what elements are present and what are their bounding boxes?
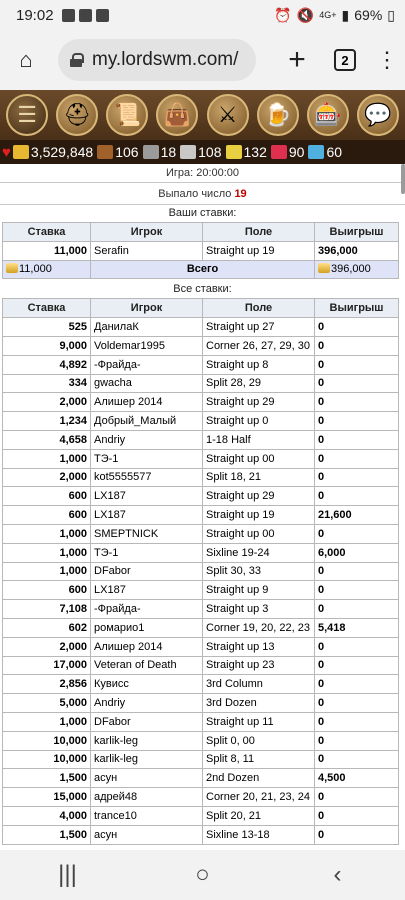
drop-result: [0, 183, 405, 205]
player-cell[interactable]: Serafin: [91, 241, 203, 260]
gold-icon: [13, 145, 29, 159]
table-row: [3, 788, 399, 807]
player-cell[interactable]: SMEPTNICK: [91, 524, 203, 543]
player-cell[interactable]: -Фрайда-: [91, 600, 203, 619]
roulette-results: [0, 164, 405, 850]
my-bets-title: Ваши ставки:: [168, 207, 237, 219]
table-row: [3, 336, 399, 355]
table-row: [3, 731, 399, 750]
win-cell: 0: [315, 318, 399, 337]
field-cell: 3rd Dozen: [203, 694, 315, 713]
win-cell: 0: [315, 487, 399, 506]
player-cell[interactable]: DFabor: [91, 562, 203, 581]
gems-icon: [308, 145, 324, 159]
android-nav-bar: [0, 850, 405, 900]
win-cell: 0: [315, 656, 399, 675]
knight-helmet-icon[interactable]: ⛑: [56, 94, 98, 136]
header-field: Поле: [203, 299, 315, 318]
stake-cell: 17,000: [3, 656, 91, 675]
win-cell: 0: [315, 355, 399, 374]
map-scroll-icon[interactable]: 📜: [106, 94, 148, 136]
battle-swords-icon[interactable]: ⚔: [207, 94, 249, 136]
table-row: [3, 374, 399, 393]
field-cell: Straight up 13: [203, 637, 315, 656]
player-cell[interactable]: асун: [91, 769, 203, 788]
win-cell: 5,418: [315, 618, 399, 637]
field-cell: Split 30, 33: [203, 562, 315, 581]
notification-icon: [96, 9, 109, 22]
stake-cell: 1,000: [3, 562, 91, 581]
table-row: [3, 562, 399, 581]
table-row: [3, 600, 399, 619]
stake-cell: 7,108: [3, 600, 91, 619]
player-cell[interactable]: -Фрайда-: [91, 355, 203, 374]
table-row: [3, 618, 399, 637]
alarm-icon: ⏰: [274, 6, 292, 23]
win-cell: 0: [315, 581, 399, 600]
sulfur-icon: [226, 145, 242, 159]
win-cell: 0: [315, 694, 399, 713]
player-cell[interactable]: ТЭ-1: [91, 449, 203, 468]
win-cell: 0: [315, 712, 399, 731]
total-label: Всего: [91, 260, 315, 279]
table-row: [3, 656, 399, 675]
player-cell[interactable]: Кувисс: [91, 675, 203, 694]
table-row: [3, 318, 399, 337]
drop-number: 19: [234, 188, 247, 200]
wood-resource: 106: [97, 144, 138, 160]
table-row: [3, 543, 399, 562]
field-cell: Straight up 0: [203, 412, 315, 431]
player-cell[interactable]: ромарио1: [91, 618, 203, 637]
battery-level: 69%: [354, 7, 383, 23]
player-cell[interactable]: Добрый_Малый: [91, 412, 203, 431]
stake-cell: 4,892: [3, 355, 91, 374]
mercury-icon: [180, 145, 196, 159]
resources-bar: [0, 140, 405, 164]
table-row: [3, 393, 399, 412]
header-player: Игрок: [91, 223, 203, 242]
field-cell: Straight up 19: [203, 241, 315, 260]
clock: 19:02: [16, 6, 54, 24]
field-cell: Straight up 23: [203, 656, 315, 675]
stake-cell: 334: [3, 374, 91, 393]
player-cell[interactable]: ТЭ-1: [91, 543, 203, 562]
player-cell[interactable]: trance10: [91, 806, 203, 825]
table-row: [3, 524, 399, 543]
win-cell: 0: [315, 731, 399, 750]
gems-resource: 60: [308, 144, 342, 160]
stake-cell: 1,000: [3, 543, 91, 562]
total-row: [3, 260, 399, 279]
field-cell: 3rd Column: [203, 675, 315, 694]
more-menu-icon[interactable]: ⋮: [376, 47, 398, 72]
home-icon[interactable]: ⌂: [19, 47, 33, 72]
player-cell[interactable]: LX187: [91, 506, 203, 525]
wood-icon: [97, 145, 113, 159]
win-cell: 0: [315, 374, 399, 393]
table-row: [3, 806, 399, 825]
player-cell[interactable]: Andriy: [91, 430, 203, 449]
field-cell: Straight up 19: [203, 506, 315, 525]
stake-cell: 2,000: [3, 637, 91, 656]
signal-icon: ▮: [341, 6, 350, 23]
field-cell: Split 28, 29: [203, 374, 315, 393]
table-row: [3, 712, 399, 731]
roulette-icon[interactable]: 🎰: [307, 94, 349, 136]
table-row: [3, 430, 399, 449]
table-row: [3, 769, 399, 788]
player-cell[interactable]: karlik-leg: [91, 731, 203, 750]
stake-cell: 4,658: [3, 430, 91, 449]
field-cell: Corner 20, 21, 23, 24: [203, 788, 315, 807]
ore-icon: [143, 145, 159, 159]
table-row: [3, 241, 399, 260]
player-cell[interactable]: асун: [91, 825, 203, 844]
win-cell: 0: [315, 336, 399, 355]
win-cell: 0: [315, 788, 399, 807]
total-stake-cell: 11,000: [3, 260, 91, 279]
table-row: [3, 825, 399, 844]
new-tab-icon[interactable]: +: [288, 43, 306, 76]
inventory-bag-icon[interactable]: 👜: [156, 94, 198, 136]
player-cell[interactable]: kot5555577: [91, 468, 203, 487]
all-bets-title: Все ставки:: [173, 283, 232, 296]
chat-bubble-icon[interactable]: 💬: [357, 94, 399, 136]
stake-cell: 11,000: [3, 241, 91, 260]
tavern-mug-icon[interactable]: 🍺: [257, 94, 299, 136]
field-cell: Straight up 29: [203, 393, 315, 412]
stake-cell: 600: [3, 581, 91, 600]
header-win: Выигрыш: [315, 223, 399, 242]
field-cell: Straight up 3: [203, 600, 315, 619]
win-cell: 0: [315, 449, 399, 468]
win-cell: 0: [315, 806, 399, 825]
win-cell: 0: [315, 430, 399, 449]
browser-toolbar: [0, 30, 405, 90]
stake-cell: 5,000: [3, 694, 91, 713]
field-cell: Split 8, 11: [203, 750, 315, 769]
all-bets-table: [2, 298, 399, 844]
field-cell: Sixline 13-18: [203, 825, 315, 844]
tab-switcher-button[interactable]: 2: [334, 49, 356, 71]
stake-cell: 1,000: [3, 524, 91, 543]
win-cell: 0: [315, 825, 399, 844]
field-cell: Straight up 8: [203, 355, 315, 374]
win-cell: 6,000: [315, 543, 399, 562]
field-cell: Sixline 19-24: [203, 543, 315, 562]
health-icon: ♥: [2, 143, 11, 161]
status-bar: [0, 0, 405, 30]
stake-cell: 9,000: [3, 336, 91, 355]
stake-cell: 4,000: [3, 806, 91, 825]
my-bets-table: [2, 222, 399, 279]
field-cell: Corner 26, 27, 29, 30: [203, 336, 315, 355]
notification-icon: [62, 9, 75, 22]
stake-cell: 2,000: [3, 393, 91, 412]
field-cell: Straight up 11: [203, 712, 315, 731]
home-button-icon[interactable]: ○: [195, 861, 210, 888]
notification-icon: [79, 9, 92, 22]
win-cell: 21,600: [315, 506, 399, 525]
field-cell: Split 20, 21: [203, 806, 315, 825]
mute-icon: 🔇: [296, 6, 315, 23]
win-cell: 4,500: [315, 769, 399, 788]
game-navigation: [0, 90, 405, 140]
field-cell: Straight up 00: [203, 449, 315, 468]
stake-cell: 525: [3, 318, 91, 337]
scrollbar[interactable]: [401, 164, 405, 194]
stake-cell: 1,500: [3, 769, 91, 788]
lock-icon: [70, 53, 82, 67]
crystals-icon: [271, 145, 287, 159]
stake-cell: 2,856: [3, 675, 91, 694]
win-cell: 0: [315, 562, 399, 581]
total-win-cell: 396,000: [315, 260, 399, 279]
win-cell: 0: [315, 393, 399, 412]
win-cell: 396,000: [315, 241, 399, 260]
url-text: my.lordswm.com/: [92, 49, 239, 70]
win-cell: 0: [315, 750, 399, 769]
all-bets-body: [3, 318, 399, 844]
recent-apps-icon[interactable]: |||: [58, 861, 77, 888]
field-cell: 2nd Dozen: [203, 769, 315, 788]
table-row: [3, 449, 399, 468]
table-row: [3, 468, 399, 487]
crystals-resource: 90: [271, 144, 305, 160]
sulfur-resource: 132: [226, 144, 267, 160]
header-player: Игрок: [91, 299, 203, 318]
win-cell: 0: [315, 637, 399, 656]
gold-icon: [6, 263, 18, 273]
address-bar[interactable]: [58, 39, 256, 81]
field-cell: Straight up 9: [203, 581, 315, 600]
win-cell: 0: [315, 675, 399, 694]
player-cell[interactable]: gwacha: [91, 374, 203, 393]
field-cell: Straight up 00: [203, 524, 315, 543]
player-cell[interactable]: ДанилаК: [91, 318, 203, 337]
stake-cell: 15,000: [3, 788, 91, 807]
field-cell: Split 0, 00: [203, 731, 315, 750]
win-cell: 0: [315, 524, 399, 543]
table-row: [3, 506, 399, 525]
network-type: 4G+: [319, 10, 337, 20]
field-cell: Split 18, 21: [203, 468, 315, 487]
notification-icons: [62, 9, 109, 22]
ore-resource: 18: [143, 144, 177, 160]
table-row: [3, 355, 399, 374]
field-cell: Straight up 29: [203, 487, 315, 506]
win-cell: 0: [315, 412, 399, 431]
player-cell[interactable]: Алишер 2014: [91, 393, 203, 412]
stake-cell: 600: [3, 506, 91, 525]
main-menu-icon[interactable]: ☰: [6, 94, 48, 136]
stake-cell: 602: [3, 618, 91, 637]
system-icons: [274, 7, 395, 24]
stake-cell: 10,000: [3, 731, 91, 750]
player-cell[interactable]: Veteran of Death: [91, 656, 203, 675]
table-row: [3, 694, 399, 713]
stake-cell: 1,234: [3, 412, 91, 431]
field-cell: Straight up 27: [203, 318, 315, 337]
header-stake: Ставка: [3, 299, 91, 318]
player-cell[interactable]: Алишер 2014: [91, 637, 203, 656]
mercury-resource: 108: [180, 144, 221, 160]
table-row: [3, 750, 399, 769]
win-cell: 0: [315, 600, 399, 619]
player-cell[interactable]: LX187: [91, 581, 203, 600]
gold-resource: 3,529,848: [13, 144, 93, 160]
table-row: [3, 412, 399, 431]
stake-cell: 1,000: [3, 449, 91, 468]
win-cell: 0: [315, 468, 399, 487]
stake-cell: 600: [3, 487, 91, 506]
table-row: [3, 487, 399, 506]
table-row: [3, 637, 399, 656]
player-cell[interactable]: LX187: [91, 487, 203, 506]
field-cell: 1-18 Half: [203, 430, 315, 449]
header-stake: Ставка: [3, 223, 91, 242]
drop-label: Выпало число: [158, 188, 232, 200]
player-cell[interactable]: DFabor: [91, 712, 203, 731]
table-row: [3, 581, 399, 600]
stake-cell: 2,000: [3, 468, 91, 487]
back-icon[interactable]: ‹: [333, 861, 342, 888]
gold-icon: [318, 263, 330, 273]
player-cell[interactable]: karlik-leg: [91, 750, 203, 769]
player-cell[interactable]: Voldemar1995: [91, 336, 203, 355]
field-cell: Corner 19, 20, 22, 23: [203, 618, 315, 637]
table-header-row: [3, 299, 399, 318]
game-time: Игра: 20:00:00: [0, 164, 405, 183]
battery-icon: ▯: [387, 6, 395, 23]
header-win: Выигрыш: [315, 299, 399, 318]
stake-cell: 10,000: [3, 750, 91, 769]
stake-cell: 1,500: [3, 825, 91, 844]
player-cell[interactable]: адрей48: [91, 788, 203, 807]
player-cell[interactable]: Andriy: [91, 694, 203, 713]
table-header-row: [3, 223, 399, 242]
stake-cell: 1,000: [3, 712, 91, 731]
header-field: Поле: [203, 223, 315, 242]
table-row: [3, 675, 399, 694]
